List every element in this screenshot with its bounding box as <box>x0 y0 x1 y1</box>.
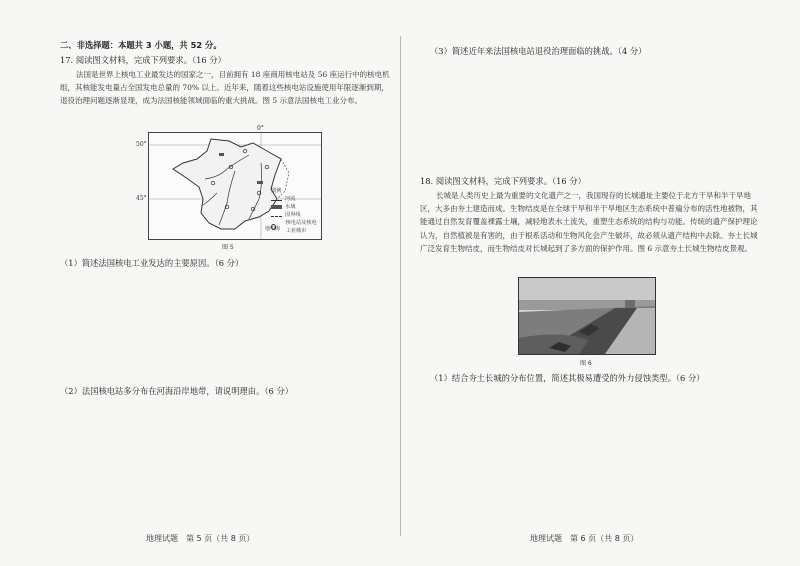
q18-prompt: 18. 阅读图文材料，完成下列要求。（16 分） <box>420 176 586 186</box>
q17-sub1: （1）简述法国核电工业发达的主要原因。（6 分） <box>60 258 244 268</box>
legend-water: 水域 <box>271 203 319 211</box>
q17-material: 法国是世界上核电工业最发达的国家之一，目前拥有 18 座商用核电站及 56 座运行中的核电机组，其核能发电量占全国发电总量的 70% 以上。近年来，随着这些核电站设施使用年限逐渐到期，退役治理问题逐渐显现，成为法国核能领域面临的重大挑战。图 5 示意法国核电工业分布。 <box>60 70 390 106</box>
legend-border: 国界线 <box>271 211 319 219</box>
footer-page-6: 地理试题 第 6 页（共 8 页） <box>530 534 639 543</box>
great-wall-photo-drawing <box>519 278 655 354</box>
q17-sub2: （2）法国核电站多分布在河海沿岸地带，请说明理由。（6 分） <box>60 386 294 396</box>
lat-50-label: 50° <box>136 141 147 148</box>
legend-river: 河流 <box>271 195 319 203</box>
q18-sub1: （1）结合夯土长城的分布位置，简述其极易遭受的外力侵蚀类型。（6 分） <box>430 373 705 383</box>
section-header: 二、非选择题：本题共 3 小题，共 52 分。 <box>60 40 222 50</box>
great-wall-photo <box>518 277 656 355</box>
lon-0-label: 0° <box>257 125 264 132</box>
q17-prompt: 17. 阅读图文材料，完成下列要求。（16 分） <box>60 55 226 65</box>
page-5 <box>36 0 396 566</box>
q17-sub3: （3）简述近年来法国核电站退役治理面临的挑战。（4 分） <box>430 46 647 56</box>
figure-5-caption: 图 5 <box>222 244 234 251</box>
q18-material: 长城是人类历史上最为重要的文化遗产之一，我国现存的长城遗址主要位于北方干旱和半干旱地区，大多由夯土建造而成。生物结皮是在全球干旱和半干旱地区生态系统中普遍分布的活性地被物，其能通过自然发育覆盖裸露土壤，减轻地表水土流失，重塑生态系统的结构与功能。传统的遗产保护理论认为，自然植被是有害的，由于根系活动和生物风化会产生破坏，故必须从遗产结构中去除。夯土长城广泛发育生物结皮，而生物结皮对长城起到了多方面的保护作用。图 6 示意夯土长城生物结皮景观。 <box>420 191 758 253</box>
column-divider <box>400 36 401 536</box>
france-map <box>136 125 322 240</box>
sea-label: 地中海 <box>265 226 281 232</box>
footer-page-5: 地理试题 第 5 页（共 8 页） <box>146 534 255 543</box>
legend-title: 图例 <box>271 188 282 194</box>
page-6 <box>420 0 780 566</box>
legend-plant: 核电站及核电工业城市 <box>271 219 319 235</box>
map-legend <box>271 187 319 235</box>
lat-45-label: 45° <box>136 195 147 202</box>
figure-6-caption: 图 6 <box>580 360 592 367</box>
